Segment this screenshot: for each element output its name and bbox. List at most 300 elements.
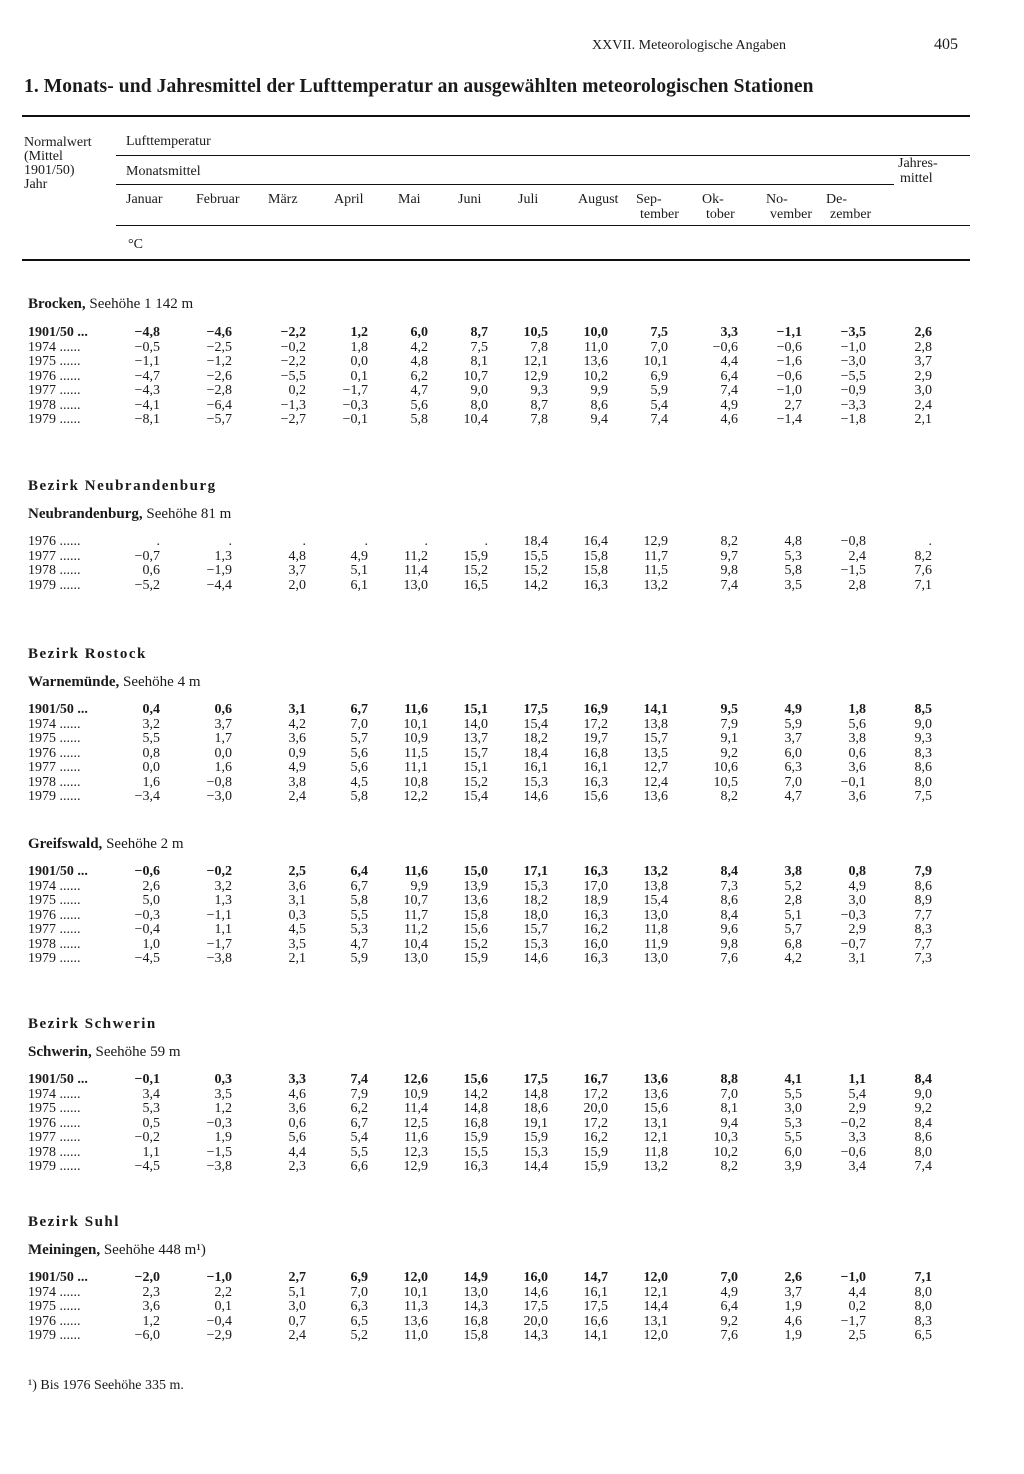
cell-month-9: 11,9	[644, 936, 668, 952]
cell-month-10: 4,6	[720, 412, 738, 427]
cell-month-12: −0,1	[840, 774, 866, 790]
cell-month-1: −0,6	[134, 864, 160, 879]
table-row	[0, 1270, 1024, 1285]
cell-jahresmittel: 8,5	[914, 702, 932, 717]
cell-month-1: −0,5	[134, 339, 160, 355]
header-rule-2	[116, 184, 894, 185]
cell-month-6: 15,9	[463, 1130, 488, 1145]
cell-month-3: 0,6	[288, 1115, 306, 1131]
month-header-9-line-1: tober	[706, 207, 735, 222]
cell-month-6: 14,3	[463, 1299, 488, 1314]
cell-month-6: 15,6	[463, 1072, 488, 1087]
cell-month-5: 11,4	[404, 1101, 428, 1116]
cell-month-2: 3,5	[214, 1086, 232, 1102]
header-bottom-rule	[22, 259, 970, 261]
month-header-0-line-0: Januar	[126, 192, 163, 207]
cell-month-8: 16,2	[583, 922, 608, 937]
cell-month-5: 10,4	[403, 936, 428, 952]
cell-month-7: 8,7	[530, 397, 548, 413]
cell-jahresmittel: 6,5	[914, 1328, 932, 1343]
cell-jahresmittel: 8,6	[914, 1130, 932, 1145]
cell-month-11: 5,3	[784, 548, 802, 564]
month-header-8-line-0: Sep-	[636, 192, 662, 207]
cell-month-6: 15,2	[463, 936, 488, 952]
row-year-label: 1975 ......	[28, 354, 81, 369]
row-year-label: 1901/50 ...	[28, 702, 88, 717]
cell-month-2: 1,9	[214, 1130, 232, 1145]
cell-month-3: 0,7	[288, 1313, 306, 1329]
cell-month-7: 18,4	[523, 745, 548, 761]
cell-jahresmittel: 9,0	[914, 1086, 932, 1102]
cell-month-2: −2,9	[206, 1328, 232, 1343]
cell-month-1: −0,1	[134, 1072, 160, 1087]
cell-month-4: 0,0	[350, 354, 368, 369]
cell-month-12: −1,0	[840, 339, 866, 355]
cell-month-12: 2,8	[848, 577, 866, 593]
cell-month-5: 10,1	[403, 716, 428, 732]
cell-month-11: 1,9	[784, 1328, 802, 1343]
cell-month-9: 12,7	[643, 760, 668, 775]
cell-month-11: 4,9	[784, 702, 802, 717]
cell-jahresmittel: 8,3	[914, 1313, 932, 1329]
cell-month-5: 11,5	[404, 745, 428, 761]
row-year-label: 1979 ......	[28, 1328, 81, 1343]
row-year-label: 1901/50 ...	[28, 1270, 88, 1285]
cell-month-6: 13,6	[463, 893, 488, 908]
cell-month-4: 7,0	[350, 1284, 368, 1300]
cell-month-6: 16,5	[463, 577, 488, 593]
cell-month-9: 12,4	[643, 774, 668, 790]
cell-month-5: 12,6	[403, 1072, 428, 1087]
bezirk-heading: Bezirk Suhl	[28, 1214, 120, 1230]
cell-month-5: 4,2	[410, 339, 428, 355]
footnote: ¹) Bis 1976 Seehöhe 335 m.	[28, 1378, 184, 1393]
cell-month-5: 13,6	[403, 1313, 428, 1329]
cell-month-11: 2,8	[784, 893, 802, 908]
cell-month-10: 7,6	[720, 1328, 738, 1343]
cell-month-9: 12,0	[643, 1270, 668, 1285]
cell-month-7: 15,3	[523, 1144, 548, 1160]
row-year-label: 1901/50 ...	[28, 1072, 88, 1087]
cell-month-5: 12,0	[403, 1270, 428, 1285]
table-row	[0, 789, 1024, 804]
cell-month-12: 5,4	[848, 1086, 866, 1102]
cell-month-9: 12,1	[643, 1284, 668, 1300]
cell-month-10: 4,4	[720, 354, 738, 369]
cell-month-1: −4,5	[134, 1159, 160, 1174]
cell-month-1: 2,3	[142, 1284, 160, 1300]
cell-month-12: 2,9	[848, 1101, 866, 1116]
cell-month-6: 13,9	[463, 878, 488, 894]
table-row	[0, 398, 1024, 413]
cell-month-3: 2,4	[288, 1328, 306, 1343]
cell-month-7: 14,6	[523, 789, 548, 804]
cell-month-8: 9,4	[590, 412, 608, 427]
cell-month-4: 7,0	[350, 716, 368, 732]
table-row	[0, 1145, 1024, 1160]
station-elevation: Seehöhe 59 m	[91, 1044, 181, 1060]
cell-month-1: −2,0	[134, 1270, 160, 1285]
cell-month-12: 1,8	[848, 702, 866, 717]
cell-month-5: 10,7	[403, 893, 428, 908]
cell-month-12: 4,9	[848, 878, 866, 894]
cell-month-7: 15,4	[523, 716, 548, 732]
table-row	[0, 325, 1024, 340]
cell-month-2: −1,7	[206, 936, 232, 952]
cell-month-6: 15,0	[463, 864, 488, 879]
row-year-label: 1901/50 ...	[28, 864, 88, 879]
cell-month-9: 13,2	[643, 864, 668, 879]
cell-month-12: −3,0	[840, 354, 866, 369]
table-row	[0, 383, 1024, 398]
cell-month-10: 7,4	[720, 577, 738, 593]
cell-month-3: 4,4	[288, 1144, 306, 1160]
row-year-label: 1976 ......	[28, 907, 81, 923]
cell-jahresmittel: 8,6	[914, 760, 932, 775]
cell-month-6: 8,7	[470, 325, 488, 340]
cell-month-5: .	[424, 534, 428, 549]
station-heading	[28, 1044, 180, 1061]
cell-month-8: 14,1	[583, 1328, 608, 1343]
row-year-label: 1977 ......	[28, 383, 81, 398]
cell-month-4: 6,2	[350, 1101, 368, 1116]
cell-month-12: 3,8	[848, 731, 866, 746]
cell-month-7: 12,1	[523, 354, 548, 369]
cell-month-10: 10,3	[713, 1130, 738, 1145]
cell-month-4: 5,4	[350, 1130, 368, 1145]
cell-month-10: 8,1	[720, 1101, 738, 1116]
cell-month-6: .	[484, 534, 488, 549]
cell-month-3: 4,9	[288, 760, 306, 775]
cell-month-8: 16,3	[583, 951, 608, 966]
cell-month-6: 15,1	[463, 702, 488, 717]
cell-month-7: 14,8	[523, 1086, 548, 1102]
cell-month-12: 4,4	[848, 1284, 866, 1300]
cell-jahresmittel: 7,9	[914, 864, 932, 879]
row-year-label: 1974 ......	[28, 878, 81, 894]
cell-month-4: 4,5	[350, 774, 368, 790]
cell-month-3: 0,9	[288, 745, 306, 761]
cell-month-5: 6,2	[410, 368, 428, 384]
cell-month-10: 9,7	[720, 548, 738, 564]
cell-month-2: −0,3	[206, 1115, 232, 1131]
row-year-label: 1975 ......	[28, 893, 81, 908]
cell-month-10: 6,4	[720, 368, 738, 384]
table-row	[0, 879, 1024, 894]
cell-month-9: 12,1	[643, 1130, 668, 1145]
cell-month-10: 7,6	[720, 951, 738, 966]
header-rule-1	[116, 155, 970, 156]
cell-month-12: −0,6	[840, 1144, 866, 1160]
cell-month-4: 6,7	[350, 1115, 368, 1131]
table-row	[0, 578, 1024, 593]
cell-month-8: 16,8	[583, 745, 608, 761]
cell-month-9: 13,8	[643, 878, 668, 894]
month-header-9-line-0: Ok-	[702, 192, 724, 207]
cell-month-12: 3,4	[848, 1159, 866, 1174]
cell-month-6: 15,8	[463, 1328, 488, 1343]
cell-month-6: 15,5	[463, 1144, 488, 1160]
cell-jahresmittel: 8,3	[914, 745, 932, 761]
cell-jahresmittel: 7,6	[914, 563, 932, 578]
cell-month-2: −1,0	[206, 1270, 232, 1285]
cell-month-3: 3,3	[288, 1072, 306, 1087]
cell-month-1: −4,5	[134, 951, 160, 966]
cell-month-7: 15,3	[523, 774, 548, 790]
cell-month-12: −3,3	[840, 397, 866, 413]
cell-jahresmittel: .	[928, 534, 932, 549]
cell-month-2: 2,2	[214, 1284, 232, 1300]
station-heading	[28, 836, 184, 853]
cell-month-4: .	[364, 534, 368, 549]
cell-month-12: 2,4	[848, 548, 866, 564]
cell-month-4: 6,7	[350, 702, 368, 717]
cell-month-8: 15,8	[583, 548, 608, 564]
cell-jahresmittel: 8,0	[914, 1144, 932, 1160]
cell-month-5: 4,8	[410, 354, 428, 369]
row-year-label: 1979 ......	[28, 789, 81, 804]
cell-month-3: 5,1	[288, 1284, 306, 1300]
cell-month-10: 8,4	[720, 864, 738, 879]
month-header-11-line-0: De-	[826, 192, 847, 207]
row-year-label: 1979 ......	[28, 951, 81, 966]
cell-month-11: 5,5	[784, 1130, 802, 1145]
cell-month-2: −4,6	[206, 325, 232, 340]
table-row	[0, 1116, 1024, 1131]
row-year-label: 1977 ......	[28, 1130, 81, 1145]
cell-month-5: 11,4	[404, 563, 428, 578]
month-header-7-line-0: August	[578, 192, 619, 207]
cell-month-2: −5,7	[206, 412, 232, 427]
cell-month-4: 6,1	[350, 577, 368, 593]
cell-month-2: −2,5	[206, 339, 232, 355]
cell-month-2: −3,8	[206, 951, 232, 966]
cell-month-10: 8,4	[720, 907, 738, 923]
cell-month-11: 6,0	[784, 745, 802, 761]
month-header-10-line-1: vember	[770, 207, 812, 222]
cell-month-8: 16,1	[583, 1284, 608, 1300]
cell-month-3: −0,2	[280, 339, 306, 355]
cell-month-2: −2,6	[206, 368, 232, 384]
cell-month-5: 12,9	[403, 1159, 428, 1174]
cell-month-4: −1,7	[342, 383, 368, 398]
month-header-10-line-0: No-	[766, 192, 788, 207]
cell-month-12: −1,5	[840, 563, 866, 578]
cell-month-2: 0,3	[214, 1072, 232, 1087]
cell-month-12: 5,6	[848, 716, 866, 732]
cell-month-9: 10,1	[643, 354, 668, 369]
cell-month-8: 20,0	[583, 1101, 608, 1116]
cell-month-12: 3,3	[848, 1130, 866, 1145]
cell-month-10: 8,2	[720, 789, 738, 804]
cell-jahresmittel: 2,1	[914, 412, 932, 427]
cell-month-6: 15,2	[463, 563, 488, 578]
cell-month-2: 1,6	[214, 760, 232, 775]
cell-month-7: 9,3	[530, 383, 548, 398]
cell-jahresmittel: 3,7	[914, 354, 932, 369]
cell-month-5: 5,8	[410, 412, 428, 427]
cell-month-1: −0,7	[134, 548, 160, 564]
cell-month-8: 9,9	[590, 383, 608, 398]
cell-month-9: 13,0	[643, 907, 668, 923]
cell-month-2: −0,8	[206, 774, 232, 790]
cell-month-7: 7,8	[530, 412, 548, 427]
cell-month-12: 0,8	[848, 864, 866, 879]
header-unit: °C	[128, 237, 143, 252]
cell-month-12: −0,3	[840, 907, 866, 923]
cell-month-7: 19,1	[523, 1115, 548, 1131]
cell-month-11: 5,5	[784, 1086, 802, 1102]
month-header-8-line-1: tember	[640, 207, 679, 222]
cell-month-11: 5,9	[784, 716, 802, 732]
cell-month-9: 13,6	[643, 1072, 668, 1087]
bezirk-heading: Bezirk Neubrandenburg	[28, 478, 217, 494]
cell-month-4: 5,3	[350, 922, 368, 937]
cell-month-9: 14,1	[643, 702, 668, 717]
cell-month-7: 15,7	[523, 922, 548, 937]
cell-month-9: 5,4	[650, 397, 668, 413]
cell-month-9: 7,0	[650, 339, 668, 355]
cell-month-8: 16,1	[583, 760, 608, 775]
cell-month-7: 16,0	[523, 1270, 548, 1285]
cell-month-5: 9,9	[410, 878, 428, 894]
cell-month-9: 11,7	[644, 548, 668, 564]
cell-month-12: 0,6	[848, 745, 866, 761]
cell-month-4: 6,7	[350, 878, 368, 894]
cell-month-8: 17,2	[583, 1086, 608, 1102]
cell-month-10: 7,9	[720, 716, 738, 732]
cell-month-3: −2,2	[280, 325, 306, 340]
cell-month-2: −1,2	[206, 354, 232, 369]
cell-month-3: 3,6	[288, 878, 306, 894]
cell-month-10: 9,1	[720, 731, 738, 746]
cell-month-10: 9,6	[720, 922, 738, 937]
cell-month-8: 16,3	[583, 864, 608, 879]
cell-month-12: −0,7	[840, 936, 866, 952]
cell-month-9: 13,1	[643, 1115, 668, 1131]
cell-month-10: 8,2	[720, 534, 738, 549]
cell-month-1: 0,6	[142, 563, 160, 578]
cell-month-8: 15,8	[583, 563, 608, 578]
cell-month-10: 8,8	[720, 1072, 738, 1087]
header-jahresmittel-line-2: mittel	[900, 171, 933, 186]
cell-month-4: 1,8	[350, 339, 368, 355]
cell-month-6: 15,1	[463, 760, 488, 775]
station-name: Neubrandenburg,	[28, 506, 143, 522]
cell-month-11: 1,9	[784, 1299, 802, 1314]
cell-month-7: 14,4	[523, 1159, 548, 1174]
cell-month-6: 14,0	[463, 716, 488, 732]
cell-jahresmittel: 8,4	[914, 1115, 932, 1131]
station-elevation: Seehöhe 1 142 m	[85, 296, 194, 312]
cell-month-12: −5,5	[840, 368, 866, 384]
cell-month-7: 17,5	[523, 1072, 548, 1087]
cell-month-12: −3,5	[840, 325, 866, 340]
cell-month-5: 5,6	[410, 397, 428, 413]
cell-month-9: 13,2	[643, 1159, 668, 1174]
station-name: Greifswald,	[28, 836, 103, 852]
table-row	[0, 864, 1024, 879]
cell-month-11: 2,6	[784, 1270, 802, 1285]
cell-month-2: 1,3	[214, 548, 232, 564]
cell-month-5: 11,6	[404, 702, 428, 717]
cell-month-6: 9,0	[470, 383, 488, 398]
cell-month-4: 0,1	[350, 368, 368, 384]
cell-month-12: 3,6	[848, 760, 866, 775]
station-name: Schwerin,	[28, 1044, 92, 1060]
cell-month-11: 4,1	[784, 1072, 802, 1087]
table-row	[0, 354, 1024, 369]
cell-month-6: 7,5	[470, 339, 488, 355]
bezirk-heading: Bezirk Schwerin	[28, 1016, 157, 1032]
cell-month-5: 11,3	[404, 1299, 428, 1314]
cell-month-4: 6,9	[350, 1270, 368, 1285]
cell-month-3: 0,3	[288, 907, 306, 923]
cell-month-6: 15,4	[463, 789, 488, 804]
cell-month-9: 7,4	[650, 412, 668, 427]
row-year-label: 1974 ......	[28, 1086, 81, 1102]
cell-month-1: 2,6	[142, 878, 160, 894]
table-row	[0, 1072, 1024, 1087]
cell-month-8: 8,6	[590, 397, 608, 413]
cell-month-10: 4,9	[720, 1284, 738, 1300]
cell-jahresmittel: 7,7	[914, 936, 932, 952]
cell-month-11: 5,7	[784, 922, 802, 937]
month-header-3-line-0: April	[334, 192, 364, 207]
cell-jahresmittel: 2,8	[914, 339, 932, 355]
cell-month-7: 17,1	[523, 864, 548, 879]
row-year-label: 1978 ......	[28, 563, 81, 578]
cell-month-8: 16,2	[583, 1130, 608, 1145]
cell-month-3: .	[302, 534, 306, 549]
cell-month-4: 6,5	[350, 1313, 368, 1329]
cell-month-12: −1,7	[840, 1313, 866, 1329]
cell-month-2: 1,1	[214, 922, 232, 937]
cell-month-10: 3,3	[720, 325, 738, 340]
cell-month-7: 14,3	[523, 1328, 548, 1343]
cell-month-10: 7,0	[720, 1270, 738, 1285]
cell-month-7: 15,3	[523, 936, 548, 952]
cell-month-4: −0,1	[342, 412, 368, 427]
cell-month-8: 16,4	[583, 534, 608, 549]
cell-month-5: 10,1	[403, 1284, 428, 1300]
table-row	[0, 893, 1024, 908]
cell-month-1: 3,6	[142, 1299, 160, 1314]
cell-month-3: 2,7	[288, 1270, 306, 1285]
cell-month-1: −4,8	[134, 325, 160, 340]
month-header-5-line-0: Juni	[458, 192, 482, 207]
cell-jahresmittel: 8,4	[914, 1072, 932, 1087]
cell-month-8: 13,6	[583, 354, 608, 369]
cell-month-12: 1,1	[848, 1072, 866, 1087]
cell-month-6: 13,0	[463, 1284, 488, 1300]
cell-month-6: 15,9	[463, 951, 488, 966]
cell-month-4: 5,2	[350, 1328, 368, 1343]
cell-month-5: 11,0	[404, 1328, 428, 1343]
cell-month-11: 5,8	[784, 563, 802, 578]
month-header-11-line-1: zember	[830, 207, 872, 222]
cell-jahresmittel: 8,3	[914, 922, 932, 937]
cell-jahresmittel: 7,1	[914, 1270, 932, 1285]
cell-month-12: −0,9	[840, 383, 866, 398]
table-row	[0, 1101, 1024, 1116]
cell-month-6: 15,2	[463, 774, 488, 790]
cell-month-1: −6,0	[134, 1328, 160, 1343]
month-header-2-line-0: März	[268, 192, 298, 207]
cell-month-2: −0,2	[206, 864, 232, 879]
cell-month-7: 15,3	[523, 878, 548, 894]
cell-month-4: 7,4	[350, 1072, 368, 1087]
